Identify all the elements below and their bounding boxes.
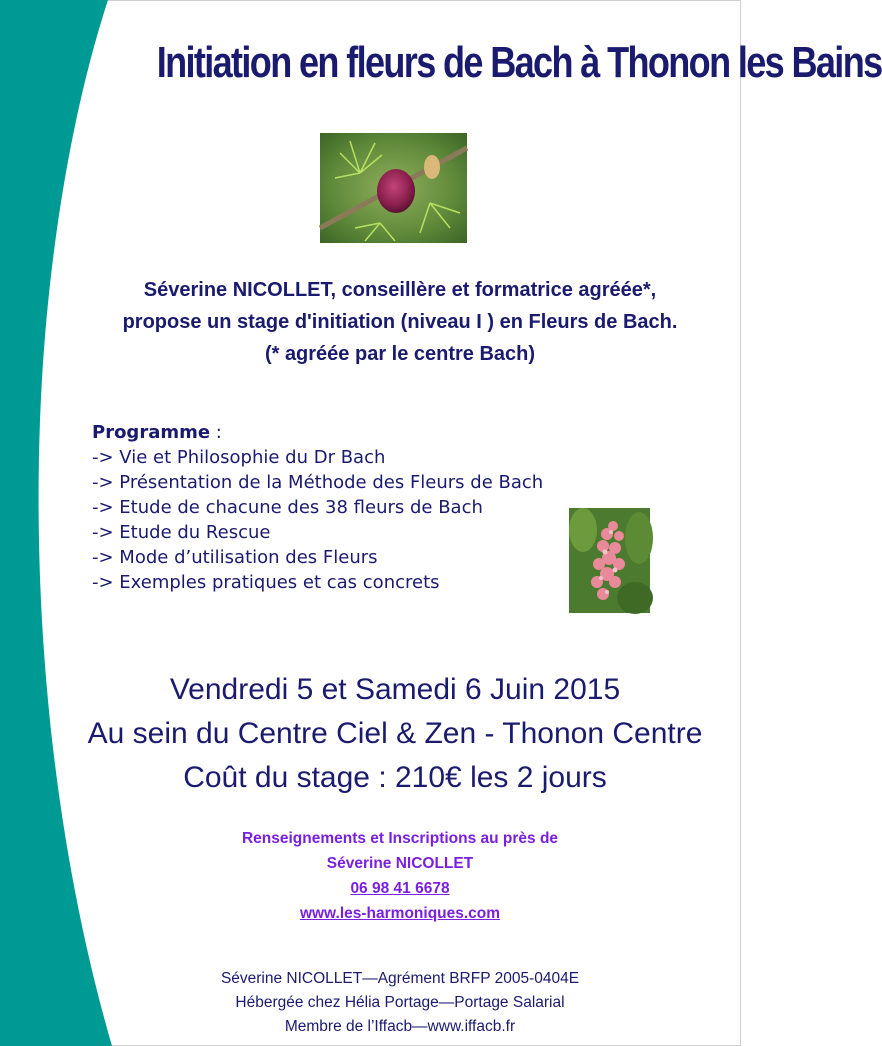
- page-title: Initiation en fleurs de Bach à Thonon les Bains: [156, 38, 882, 87]
- programme-item: -> Mode d’utilisation des Fleurs: [92, 547, 378, 568]
- larch-flower-photo: [320, 133, 467, 243]
- event-details: [60, 668, 730, 800]
- programme-heading-label: Programme: [92, 422, 211, 443]
- website-link[interactable]: www.les-harmoniques.com: [299, 905, 501, 922]
- event-cost: Coût du stage : 210€ les 2 jours: [183, 761, 607, 794]
- footer: [150, 967, 650, 1039]
- event-dates: Vendredi 5 et Samedi 6 Juin 2015: [169, 673, 621, 706]
- programme-item: -> Exemples pratiques et cas concrets: [92, 572, 440, 593]
- programme-heading-colon: :: [210, 422, 222, 443]
- contact-intro: Renseignements et Inscriptions au près de: [241, 830, 559, 847]
- footer-line-2: Hébergée chez Hélia Portage—Portage Salarial: [235, 994, 565, 1011]
- programme-item: -> Etude de chacune des 38 fleurs de Bach: [92, 497, 483, 518]
- phone-link[interactable]: 06 98 41 6678: [350, 880, 450, 897]
- contact-name: Séverine NICOLLET: [326, 855, 474, 872]
- contact-block: [170, 826, 630, 926]
- intro-line-2: propose un stage d'initiation (niveau I ) en Fleurs de Bach.: [122, 311, 678, 333]
- intro-line-3: (* agréée par le centre Bach): [264, 343, 536, 365]
- footer-line-1: Séverine NICOLLET—Agrément BRFP 2005-0404E: [220, 970, 580, 987]
- intro-text: [80, 274, 720, 370]
- programme-item: -> Présentation de la Méthode des Fleurs de Bach: [92, 472, 544, 493]
- programme-heading: [92, 420, 543, 445]
- event-location: Au sein du Centre Ciel & Zen - Thonon Centre: [87, 717, 703, 750]
- footer-line-3: Membre de l’Iffacb—www.iffacb.fr: [284, 1018, 516, 1035]
- programme-item: -> Etude du Rescue: [92, 522, 271, 543]
- programme-list: [92, 420, 543, 595]
- programme-item: -> Vie et Philosophie du Dr Bach: [92, 447, 386, 468]
- intro-line-1: Séverine NICOLLET, conseillère et formatrice agréée*,: [143, 279, 657, 301]
- chestnut-flower-photo: [569, 508, 650, 613]
